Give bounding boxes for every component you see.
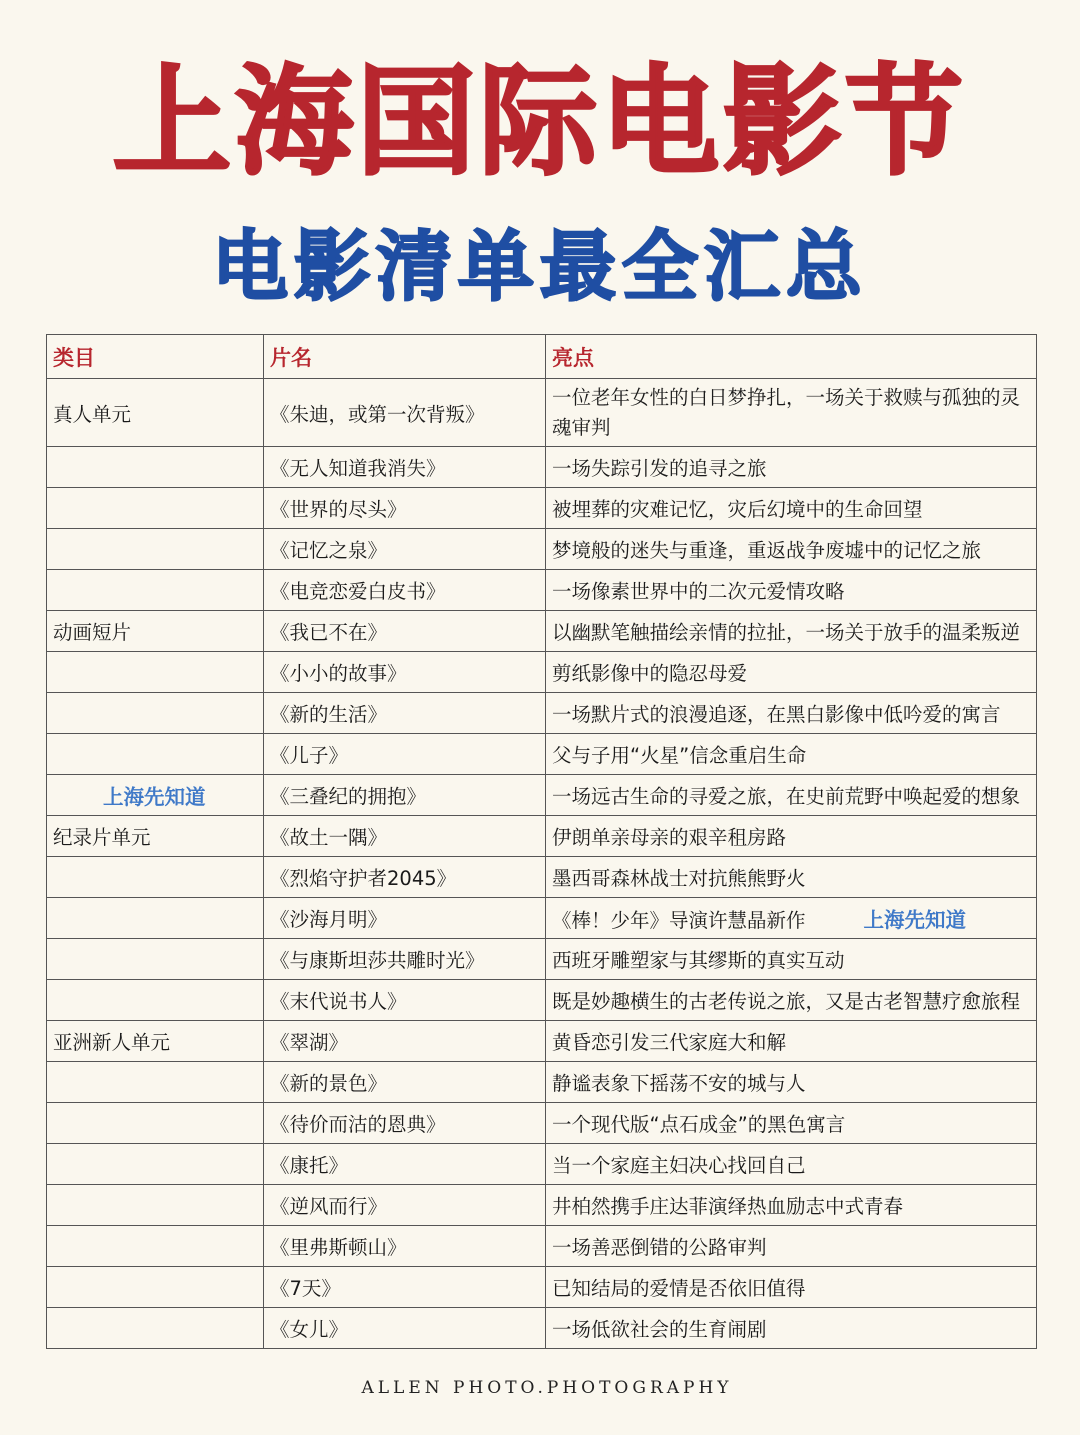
table-row (47, 1103, 1037, 1144)
category-cell (47, 775, 264, 816)
category-cell (47, 1062, 264, 1103)
category-cell (47, 570, 264, 611)
highlight-cell: 一场善恶倒错的公路审判 (546, 1226, 1037, 1267)
highlight-cell: 一个现代版“点石成金”的黑色寓言 (546, 1103, 1037, 1144)
page-subtitle: 电影清单最全汇总 (212, 222, 868, 311)
film-cell: 《与康斯坦莎共雕时光》 (264, 939, 546, 980)
category-cell (47, 652, 264, 693)
film-cell: 《我已不在》 (264, 611, 546, 652)
film-cell: 《7天》 (264, 1267, 546, 1308)
table-row (47, 734, 1037, 775)
table-row (47, 652, 1037, 693)
category-cell (47, 980, 264, 1021)
film-cell: 《里弗斯顿山》 (264, 1226, 546, 1267)
film-cell: 《记忆之泉》 (264, 529, 546, 570)
film-cell: 《小小的故事》 (264, 652, 546, 693)
highlight-cell: 静谧表象下摇荡不安的城与人 (546, 1062, 1037, 1103)
film-cell: 《三叠纪的拥抱》 (264, 775, 546, 816)
category-cell (47, 1144, 264, 1185)
highlight-cell: 西班牙雕塑家与其缪斯的真实互动 (546, 939, 1037, 980)
highlight-cell: 一场失踪引发的追寻之旅 (546, 447, 1037, 488)
film-cell: 《新的生活》 (264, 693, 546, 734)
film-list-table (46, 334, 1037, 1349)
film-cell: 《电竞恋爱白皮书》 (264, 570, 546, 611)
highlight-cell: 一场默片式的浪漫追逐，在黑白影像中低吟爱的寓言 (546, 693, 1037, 734)
category-cell (47, 447, 264, 488)
highlight-cell: 既是妙趣横生的古老传说之旅，又是古老智慧疗愈旅程 (546, 980, 1037, 1021)
category-cell: 纪录片单元 (47, 816, 264, 857)
table-header-row (47, 335, 1037, 379)
table-row (47, 1226, 1037, 1267)
table-row (47, 1062, 1037, 1103)
highlight-cell: 剪纸影像中的隐忍母爱 (546, 652, 1037, 693)
category-cell (47, 529, 264, 570)
page-title: 上海国际电影节 (112, 53, 967, 191)
table-row (47, 1021, 1037, 1062)
table-row (47, 570, 1037, 611)
film-cell: 《无人知道我消失》 (264, 447, 546, 488)
table-row (47, 898, 1037, 939)
highlight-cell: 黄昏恋引发三代家庭大和解 (546, 1021, 1037, 1062)
category-cell (47, 1308, 264, 1349)
category-cell (47, 939, 264, 980)
header-category: 类目 (47, 335, 264, 379)
table-row (47, 857, 1037, 898)
header-film: 片名 (264, 335, 546, 379)
film-cell: 《故土一隅》 (264, 816, 546, 857)
highlight-text: 《棒！少年》导演许慧晶新作 (552, 909, 806, 932)
category-cell (47, 488, 264, 529)
film-cell: 《女儿》 (264, 1308, 546, 1349)
category-cell (47, 693, 264, 734)
table-row (47, 1308, 1037, 1349)
highlight-cell: 墨西哥森林战士对抗熊熊野火 (546, 857, 1037, 898)
table-row (47, 379, 1037, 447)
category-cell (47, 898, 264, 939)
film-cell: 《翠湖》 (264, 1021, 546, 1062)
highlight-cell: 一场低欲社会的生育闹剧 (546, 1308, 1037, 1349)
table-row (47, 611, 1037, 652)
highlight-cell: 当一个家庭主妇决心找回自己 (546, 1144, 1037, 1185)
film-cell: 《沙海月明》 (264, 898, 546, 939)
watermark-left: 上海先知道 (103, 785, 206, 809)
film-cell: 《烈焰守护者2045》 (264, 857, 546, 898)
film-cell: 《逆风而行》 (264, 1185, 546, 1226)
highlight-cell: 以幽默笔触描绘亲情的拉扯，一场关于放手的温柔叛逆 (546, 611, 1037, 652)
highlight-cell: 已知结局的爱情是否依旧值得 (546, 1267, 1037, 1308)
table-row (47, 529, 1037, 570)
film-cell: 《世界的尽头》 (264, 488, 546, 529)
category-cell (47, 1185, 264, 1226)
table-row (47, 775, 1037, 816)
table-row (47, 1144, 1037, 1185)
category-cell (47, 1226, 264, 1267)
film-cell: 《朱迪，或第一次背叛》 (264, 379, 546, 447)
table-row (47, 488, 1037, 529)
category-cell (47, 734, 264, 775)
table-row (47, 1185, 1037, 1226)
highlight-cell: 被埋葬的灾难记忆，灾后幻境中的生命回望 (546, 488, 1037, 529)
table-row (47, 447, 1037, 488)
category-cell (47, 1103, 264, 1144)
category-cell: 亚洲新人单元 (47, 1021, 264, 1062)
category-cell: 真人单元 (47, 379, 264, 447)
highlight-cell: 一位老年女性的白日梦挣扎，一场关于救赎与孤独的灵魂审判 (546, 379, 1037, 447)
highlight-cell: 伊朗单亲母亲的艰辛租房路 (546, 816, 1037, 857)
footer-credit: ALLEN PHOTO.PHOTOGRAPHY (361, 1378, 733, 1398)
highlight-cell (546, 898, 1037, 939)
film-cell: 《待价而沽的恩典》 (264, 1103, 546, 1144)
table-row (47, 693, 1037, 734)
highlight-cell: 父与子用“火星”信念重启生命 (546, 734, 1037, 775)
category-cell: 动画短片 (47, 611, 264, 652)
category-cell (47, 1267, 264, 1308)
table-row (47, 939, 1037, 980)
film-cell: 《末代说书人》 (264, 980, 546, 1021)
highlight-cell: 梦境般的迷失与重逢，重返战争废墟中的记忆之旅 (546, 529, 1037, 570)
film-cell: 《新的景色》 (264, 1062, 546, 1103)
highlight-cell: 一场像素世界中的二次元爱情攻略 (546, 570, 1037, 611)
table-row (47, 980, 1037, 1021)
header-highlight: 亮点 (546, 335, 1037, 379)
film-cell: 《康托》 (264, 1144, 546, 1185)
category-cell (47, 857, 264, 898)
highlight-cell: 一场远古生命的寻爱之旅，在史前荒野中唤起爱的想象 (546, 775, 1037, 816)
film-cell: 《儿子》 (264, 734, 546, 775)
table-row (47, 816, 1037, 857)
table-row (47, 1267, 1037, 1308)
watermark-right: 上海先知道 (863, 908, 967, 932)
highlight-cell: 井柏然携手庄达菲演绎热血励志中式青春 (546, 1185, 1037, 1226)
